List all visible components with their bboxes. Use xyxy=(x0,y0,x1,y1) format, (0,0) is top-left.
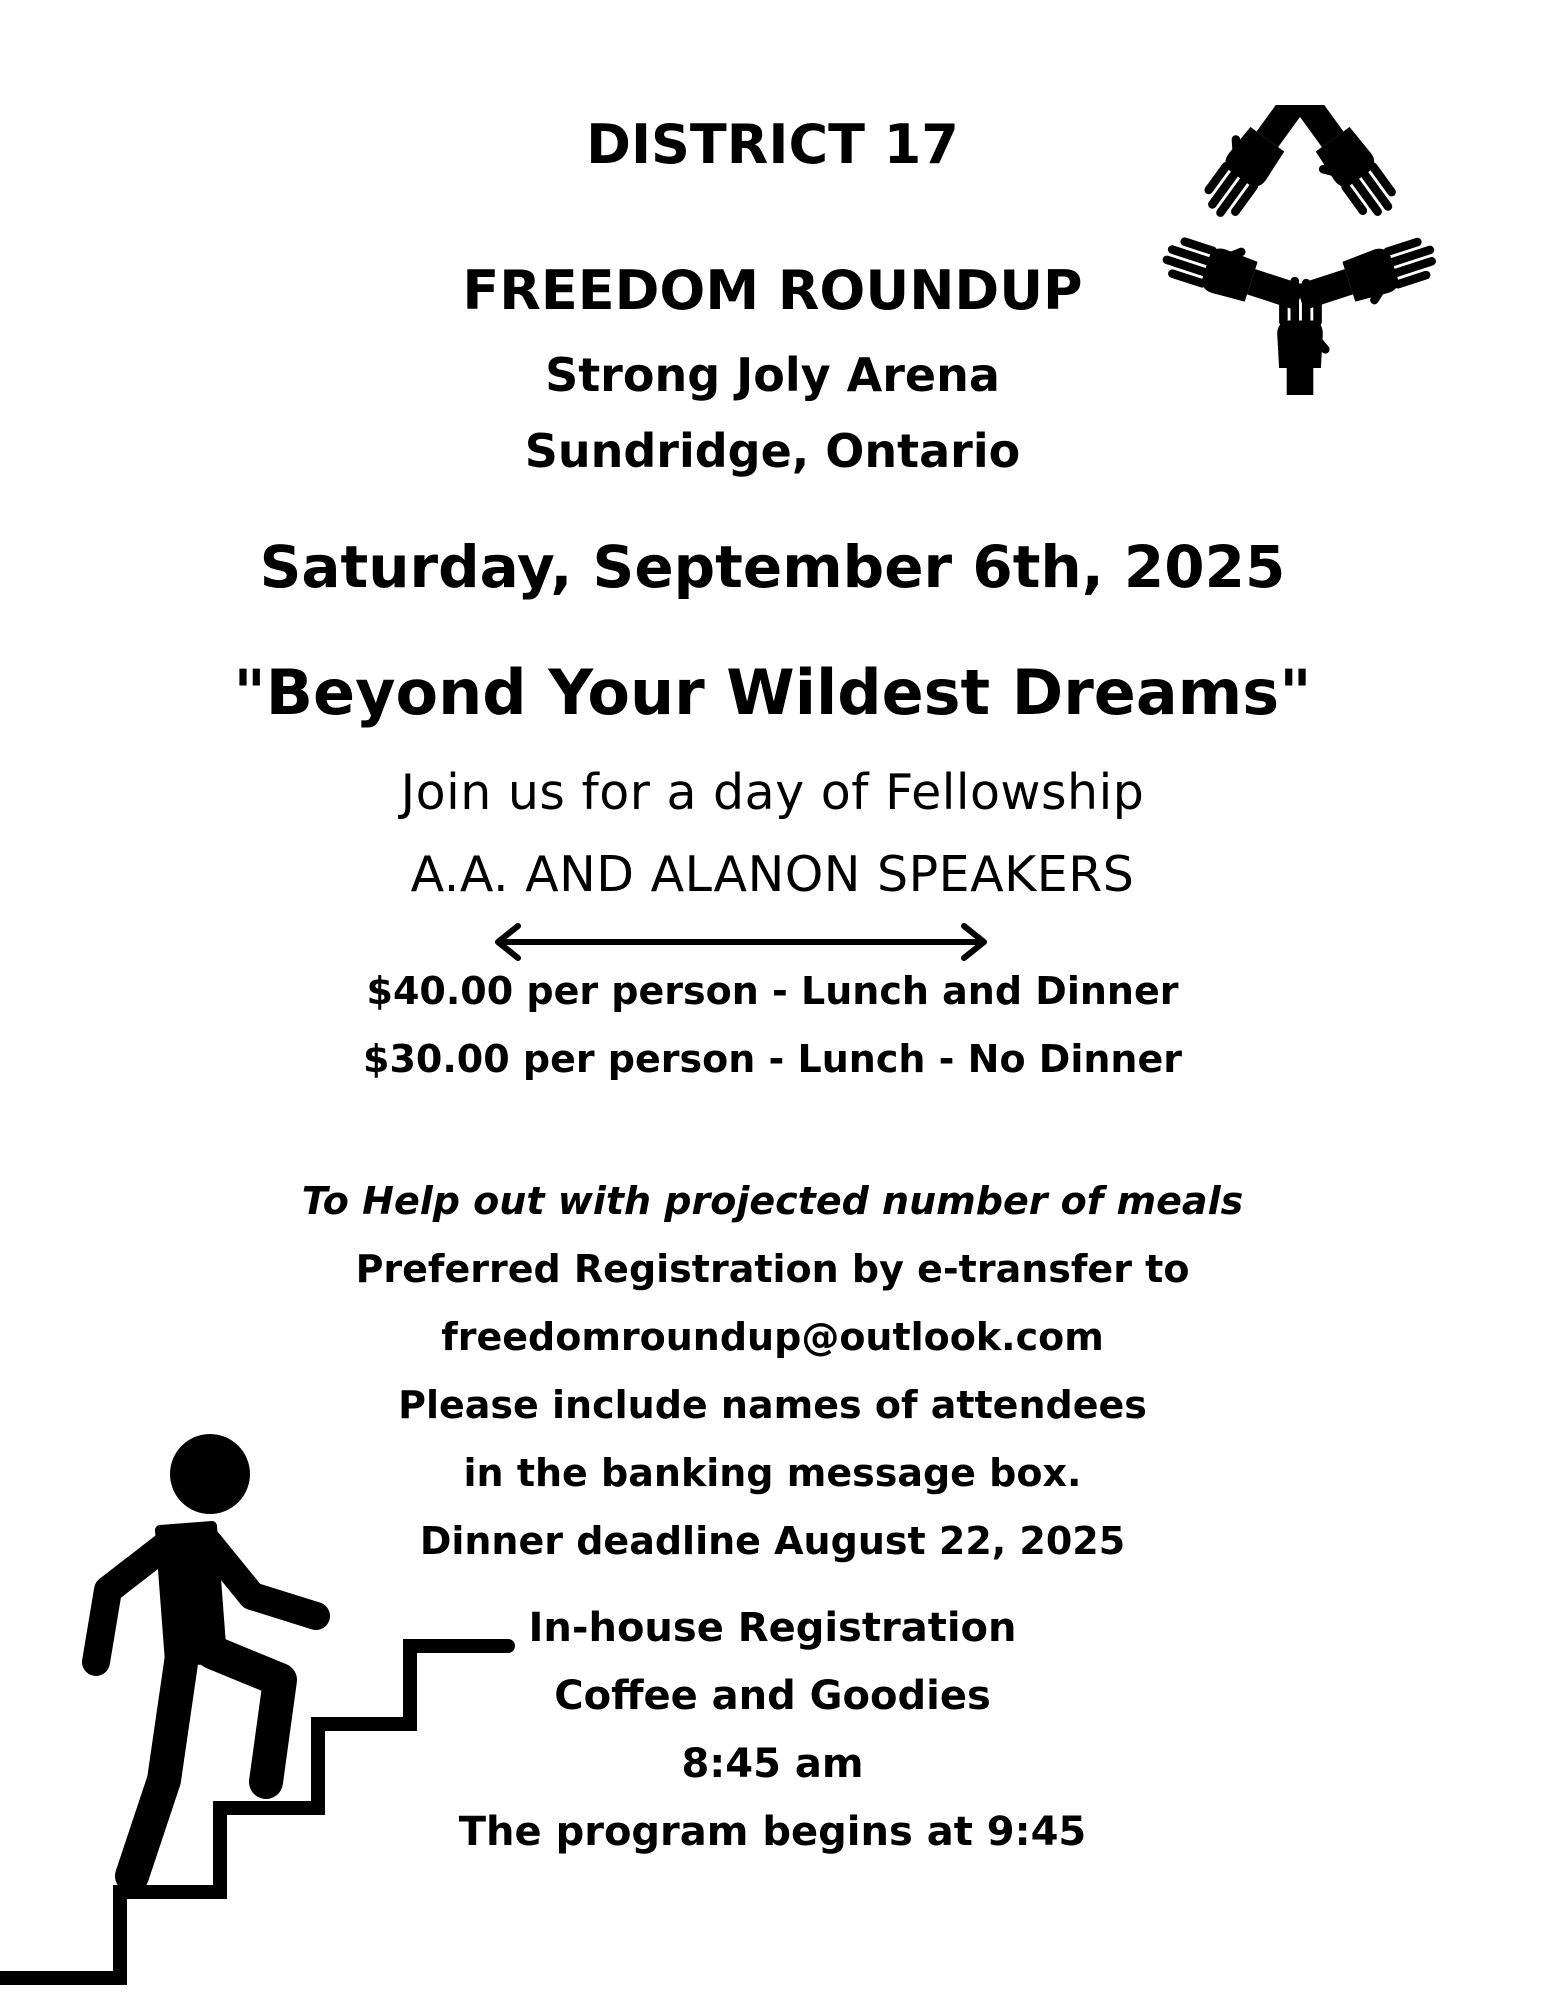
event-date: Saturday, September 6th, 2025 xyxy=(259,533,1286,601)
double-arrow-icon xyxy=(488,920,994,964)
registration-email: freedomroundup@outlook.com xyxy=(441,1315,1104,1359)
district-heading: DISTRICT 17 xyxy=(586,113,959,176)
dinner-deadline: Dinner deadline August 22, 2025 xyxy=(419,1519,1126,1563)
program-start-time: The program begins at 9:45 xyxy=(458,1809,1087,1855)
meal-projection-note: To Help out with projected number of meals xyxy=(301,1179,1244,1223)
fellowship-invite: Join us for a day of Fellowship xyxy=(400,764,1145,821)
venue-name: Strong Joly Arena xyxy=(545,348,1000,402)
event-title: FREEDOM ROUNDUP xyxy=(462,259,1083,322)
speakers-line: A.A. AND ALANON SPEAKERS xyxy=(410,846,1135,903)
person-climbing-stairs-icon xyxy=(0,1430,540,2000)
coffee-time: 8:45 am xyxy=(681,1741,864,1787)
message-box-note: in the banking message box. xyxy=(463,1451,1082,1495)
registration-note: Preferred Registration by e-transfer to xyxy=(355,1247,1190,1291)
price-lunch-and-dinner: $40.00 per person - Lunch and Dinner xyxy=(366,969,1179,1013)
event-theme: "Beyond Your Wildest Dreams" xyxy=(233,656,1312,729)
venue-location: Sundridge, Ontario xyxy=(524,424,1021,478)
attendee-names-note: Please include names of attendees xyxy=(398,1383,1147,1427)
hands-circle-icon xyxy=(1140,105,1460,395)
coffee-and-goodies: Coffee and Goodies xyxy=(554,1673,991,1719)
inhouse-registration: In-house Registration xyxy=(528,1605,1017,1651)
price-lunch-only: $30.00 per person - Lunch - No Dinner xyxy=(363,1037,1182,1081)
